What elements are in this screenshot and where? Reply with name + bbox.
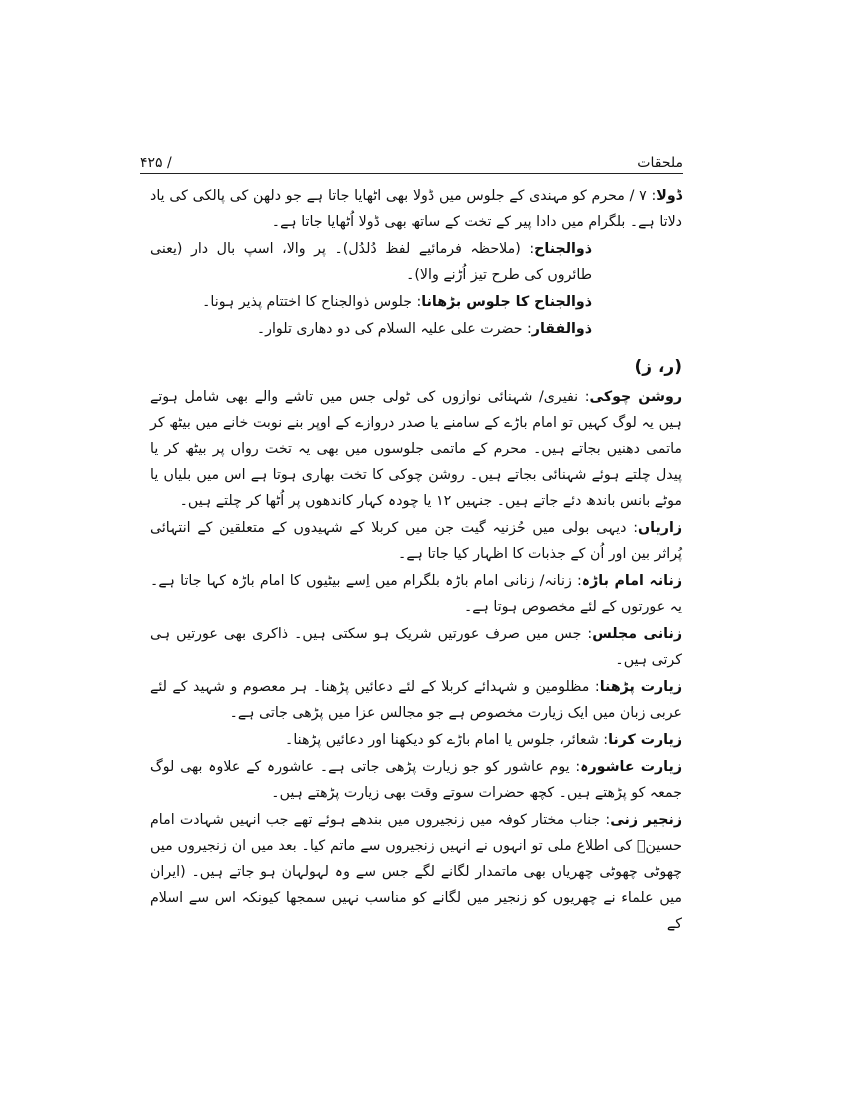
glossary-definition: : (ملاحظہ فرمائیے لفظ دُلدُل)۔ پر والا، اسپ بال دار (یعنی طائروں کی طرح تیز اُڑنے والا)۔ <box>150 241 592 283</box>
glossary-body <box>150 183 682 938</box>
glossary-entry <box>150 727 682 753</box>
glossary-entry <box>150 621 682 673</box>
glossary-term: زنجیر زنی <box>610 812 682 828</box>
running-header <box>140 145 683 174</box>
glossary-definition: : جس میں صرف عورتیں شریک ہو سکتی ہیں۔ ذاکری بھی عورتیں ہی کرتی ہیں۔ <box>150 626 682 668</box>
glossary-entry <box>150 289 592 315</box>
glossary-entry <box>150 384 682 514</box>
glossary-term: ذوالفقار <box>531 321 592 337</box>
glossary-definition: : مظلومین و شہدائے کربلا کے لئے دعائیں پڑھنا۔ ہر معصوم و شہید کے لئے عربی زبان میں ایک زیارت مخصوص ہے جو مجالس عزا میں پڑھی جاتی ہے۔ <box>150 679 682 721</box>
glossary-definition: : زنانہ/ زنانی امام باڑہ بلگرام میں اِسے بیٹیوں کا امام باڑہ کہا جاتا ہے۔ یہ عورتوں کے لئے مخصوص ہوتا ہے۔ <box>150 573 682 615</box>
glossary-entry <box>150 807 682 937</box>
glossary-definition: : ۷ / محرم کو مہندی کے جلوس میں ڈولا بھی اٹھایا جاتا ہے جو دلھن کی پالکی کی یاد دلاتا ہے۔ بلگرام میں دادا پیر کے تخت کے ساتھ بھی ڈولا اُٹھایا جاتا ہے۔ <box>150 188 682 230</box>
glossary-term: ذوالجناح کا جلوس بڑھانا <box>421 294 592 310</box>
glossary-entry <box>150 568 682 620</box>
glossary-definition: : جلوس ذوالجناح کا اختتام پذیر ہونا۔ <box>202 294 422 310</box>
section-heading: (ر، ز) <box>634 357 682 377</box>
glossary-indented-group <box>150 236 682 342</box>
glossary-term: زنانہ امام باڑہ <box>581 573 682 589</box>
glossary-term: زاریاں <box>638 520 682 536</box>
glossary-term: زنانی مجلس <box>592 626 682 642</box>
glossary-definition: : شعائر، جلوس یا امام باڑے کو دیکھنا اور دعائیں پڑھنا۔ <box>285 732 609 748</box>
glossary-entry <box>150 754 682 806</box>
glossary-term: زیارت عاشورہ <box>580 759 682 775</box>
glossary-term: ذوالجناح <box>534 241 592 257</box>
glossary-entry <box>150 236 592 288</box>
glossary-definition: : یوم عاشور کو جو زیارت پڑھی جاتی ہے۔ عاشورہ کے علاوہ بھی لوگ جمعہ کو پڑھتے ہیں۔ کچھ حضرات سوتے وقت بھی زیارت پڑھتے ہیں۔ <box>150 759 682 801</box>
glossary-entry <box>150 515 682 567</box>
glossary-definition: : جناب مختار کوفہ میں زنجیروں میں بندھے ہوئے تھے جب انہیں شہادت امام حسینؑ کی اطلاع ملی تو انہوں نے انہیں زنجیروں سے ماتم کیا۔ بعد میں ان زنجیروں میں چھوٹی چھوٹی چھریاں بھی ماتمدار لگانے لگے جس سے وہ لہولہان ہو جاتے ہیں۔ (ایران میں علماء نے چھریوں کو زنجیر میں لگانے کو مناسب نہیں سمجھا کیونکہ اس سے اسلام کے <box>150 812 682 932</box>
page-number: ۴۲۵ / <box>140 155 172 171</box>
glossary-definition: : دیہی بولی میں حُزنیہ گیت جن میں کربلا کے شہیدوں کے متعلقین کے انتہائی پُراثر بین اور اُن کے جذبات کا اظہار کیا جاتا ہے۔ <box>150 520 682 562</box>
glossary-term: زیارت کرنا <box>608 732 682 748</box>
running-header-title: ملحقات <box>637 155 683 171</box>
glossary-definition: : حضرت علی علیہ السلام کی دو دھاری تلوار۔ <box>256 321 532 337</box>
glossary-entry <box>150 183 682 235</box>
glossary-entry <box>150 316 592 342</box>
glossary-entry <box>150 674 682 726</box>
glossary-definition: : نفیری/ شہنائی نوازوں کی ٹولی جس میں تاشے والے بھی شامل ہوتے ہیں یہ لوگ کہیں تو امام باڑے کے سامنے یا صدر دروازے کے اوپر بنے نوبت خانے میں بیٹھ کر ماتمی دھنیں بجاتے ہیں۔ محرم کے ماتمی جلوسوں میں بھی یہ تخت رواں پر بیٹھ کر یا پیدل چلتے ہوئے شہنائی بجاتے ہیں۔ روشن چوکی کا تخت بھاری ہوتا ہے اس میں بلیاں یا موٹے بانس باندھ دئے جاتے ہیں۔ جنہیں ۱۲ یا چودہ کہار کاندھوں پر اُٹھا کر چلتے ہیں۔ <box>150 389 682 509</box>
glossary-term: زیارت پڑھنا <box>599 679 683 695</box>
glossary-term: ڈولا <box>656 188 682 204</box>
glossary-term: روشن چوکی <box>589 389 682 405</box>
